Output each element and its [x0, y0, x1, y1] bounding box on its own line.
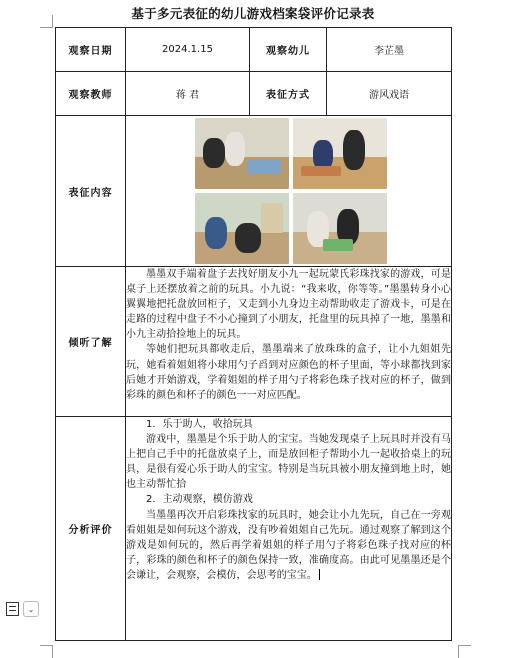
- listen-label: 倾听了解: [56, 267, 126, 417]
- photo-3[interactable]: [195, 193, 289, 264]
- document-outline-icon[interactable]: [6, 602, 19, 616]
- content-label: 表征内容: [56, 116, 126, 267]
- text-cursor: [319, 569, 321, 580]
- record-table: [55, 27, 452, 641]
- analysis-heading: 1．乐于助人，收拾玩具: [146, 419, 253, 430]
- row-date-child: [56, 28, 452, 72]
- side-toolbar[interactable]: [6, 599, 40, 619]
- photo-grid: [130, 118, 451, 264]
- row-listen: [56, 267, 452, 417]
- photo-figure: [343, 130, 365, 170]
- photo-1[interactable]: [195, 118, 289, 189]
- analysis-label: 分析评价: [56, 417, 126, 641]
- listen-paragraph: 墨墨双手端着盘子去找好朋友小九一起玩蒙氏彩珠找家的游戏，可是桌子上还摆放着之前的玩具。小九说：“我来收，你等等。”墨墨转身小心翼翼地把托盘放回柜子，又走到小九身边主动帮助收走了游戏卡，可是在走路的过程中盘子不小心撞到了小朋友，托盘里的玩具掉了一地，墨墨和小九主动拾捡地上的玩具。: [126, 269, 451, 341]
- crop-mark-bottom-left: [40, 645, 53, 658]
- photo-figure: [235, 223, 261, 253]
- photo-figure: [203, 138, 225, 168]
- method-label: 表征方式: [250, 72, 327, 116]
- photo-figure: [323, 239, 353, 251]
- photo-figure: [225, 132, 245, 166]
- row-analysis: [56, 417, 452, 641]
- photo-wall: [293, 118, 387, 157]
- analysis-paragraph: 当墨墨再次开启彩珠找家的玩具时，她会让小九先玩，自己在一旁观看姐姐是如何玩这个游戏，没有吵着姐姐自己先玩。通过观察了解到这个游戏是如何玩的，然后再学着姐姐的样子用勺子将彩色珠子找对应的杯子，彩珠的颜色和杯子的颜色保持一致，准确度高。由此可见墨墨还是个会谦让，会观察，会模仿，会思考的宝宝。: [126, 509, 451, 581]
- document-title: 基于多元表征的幼儿游戏档案袋评价记录表: [131, 6, 375, 21]
- analysis-paragraph: 游戏中，墨墨是个乐于助人的宝宝。当她发现桌子上玩具时并没有马上把自己手中的托盘放桌子上，而是放回柜子帮助小九一起收拾桌上的玩具，是很有爱心乐于助人的宝宝。特别是当玩具被小朋友撞到地上时，她也主动帮忙拾: [126, 434, 451, 491]
- listen-text[interactable]: [126, 267, 452, 417]
- observe-date-value[interactable]: 2024.1.15: [126, 28, 250, 72]
- photo-figure: [301, 166, 341, 176]
- observe-child-label: 观察幼儿: [250, 28, 327, 72]
- analysis-text[interactable]: [126, 417, 452, 641]
- photos-cell: [126, 116, 452, 267]
- observe-date-label: 观察日期: [56, 28, 126, 72]
- row-content: [56, 116, 452, 267]
- analysis-heading: 2．主动观察，模仿游戏: [146, 494, 253, 506]
- photo-figure: [247, 160, 281, 174]
- photo-4[interactable]: [293, 193, 387, 264]
- crop-mark-bottom-right: [458, 645, 471, 658]
- chevron-down-icon[interactable]: ⌄: [23, 601, 39, 617]
- teacher-value[interactable]: 蒋 君: [126, 72, 250, 116]
- teacher-label: 观察教师: [56, 72, 126, 116]
- photo-figure: [205, 217, 227, 249]
- row-teacher-method: [56, 72, 452, 116]
- method-value[interactable]: 游风戏语: [327, 72, 452, 116]
- observe-child-value[interactable]: 李芷墨: [327, 28, 452, 72]
- listen-paragraph: 等她们把玩具都收走后，墨墨端来了放珠珠的盒子，让小九姐姐先玩，她看着姐姐将小球用勺子舀到对应颜色的杯子里面，等小球都找到家后她才开始游戏，学着姐姐的样子用勺子将彩色珠子找对应的杯子，做到彩珠的颜色和杯子的颜色一一对应匹配。: [126, 344, 451, 401]
- crop-mark-top-left: [40, 15, 53, 28]
- photo-2[interactable]: [293, 118, 387, 189]
- photo-figure: [261, 203, 283, 233]
